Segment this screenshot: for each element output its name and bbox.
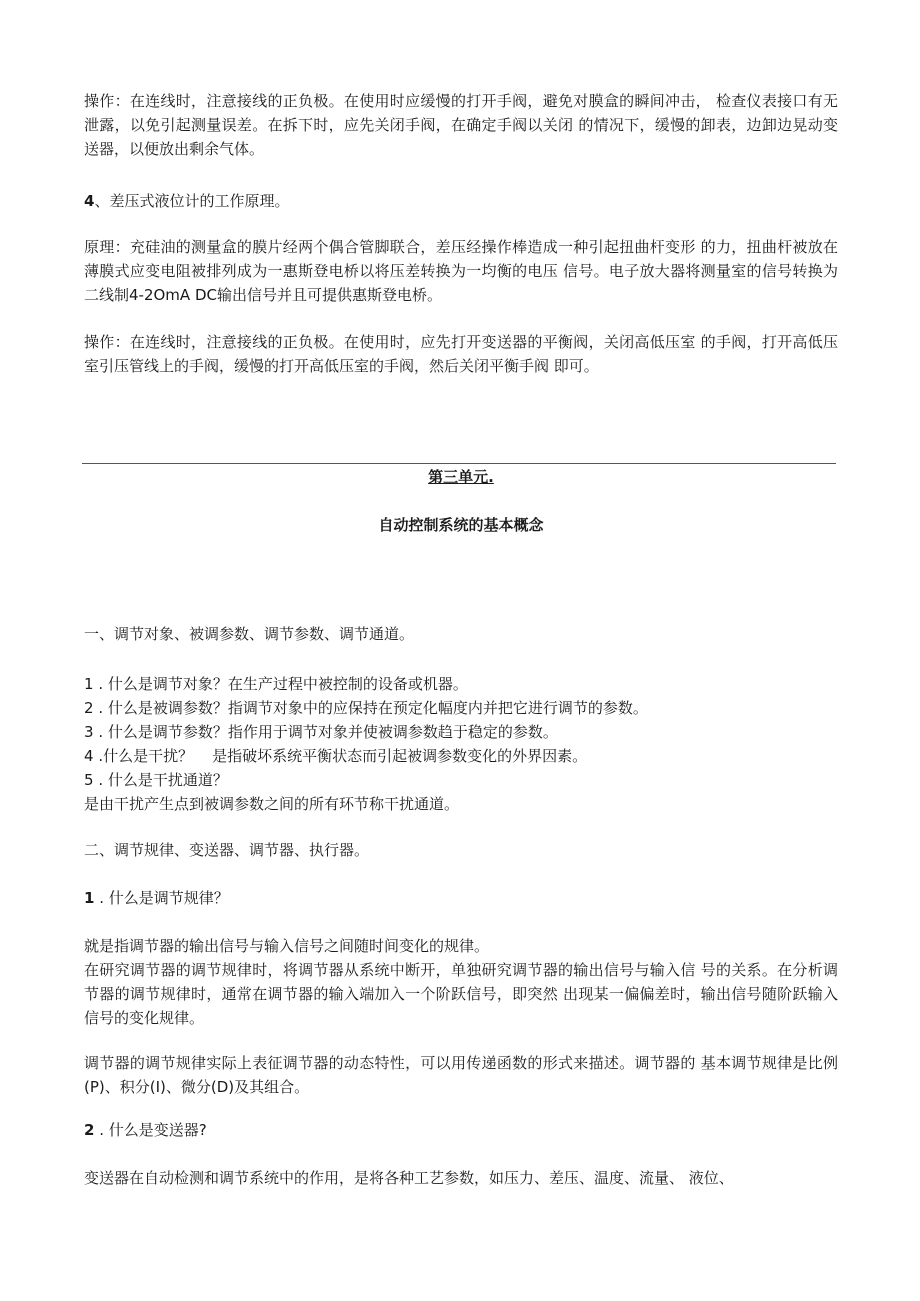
question-4-number: 4	[84, 192, 95, 210]
part2-heading: 二、调节规律、变送器、调节器、执行器。	[84, 841, 370, 859]
answer-1-paragraph-2: 调节器的调节规律实际上表征调节器的动态特性，可以用传递函数的形式来描述。调节器的 基本调节规律是比例(P)、积分(I)、微分(D)及其组合。	[84, 1054, 838, 1096]
list-item: 4 .什么是干扰？ 是指破坏系统平衡状态而引起被调参数变化的外界因素。	[84, 747, 588, 765]
operation-paragraph-1: 操作：在连线时，注意接线的正负极。在使用时应缓慢的打开手阀，避免对膜盒的瞬间冲击， 检查仪表接口有无泄露，以免引起测量误差。在拆下时，应先关闭手阀，在确定手阀以关闭 的情况下，缓慢的卸表，边卸边晃动变送器，以便放出剩余气体。	[84, 92, 838, 158]
answer-1-line: 就是指调节器的输出信号与输入信号之间随时间变化的规律。	[84, 937, 490, 955]
list-item: 3 . 什么是调节参数？指作用于调节对象并使被调参数趋于稳定的参数。	[84, 723, 558, 741]
unit-title: 第三单元.	[428, 468, 494, 486]
list-item: 1 . 什么是调节对象？在生产过程中被控制的设备或机器。	[84, 675, 468, 693]
list-item: 2 . 什么是被调参数？指调节对象中的应保持在预定化幅度内并把它进行调节的参数。	[84, 699, 648, 717]
answer-2-paragraph: 变送器在自动检测和调节系统中的作用，是将各种工艺参数，如压力、差压、温度、流量、 液位、	[84, 1169, 734, 1187]
question-4-heading	[84, 189, 838, 213]
question-1-text: . 什么是调节规律？	[94, 889, 229, 907]
principle-paragraph: 原理：充硅油的测量盒的膜片经两个偶合管脚联合，差压经操作棒造成一种引起扭曲杆变形 的力，扭曲杆被放在薄膜式应变电阻被排列成为一惠斯登电桥以将压差转换为一均衡的电压 信号。电子放大器将测量室的信号转换为二线制4-2OmA DC输出信号并且可提供惠斯登电桥。	[84, 238, 838, 304]
part1-list	[84, 672, 838, 816]
question-1-number: 1	[84, 889, 95, 907]
operation-paragraph-2: 操作：在连线时，注意接线的正负极。在使用时，应先打开变送器的平衡阀，关闭高低压室 的手阀，打开高低压室引压管线上的手阀，缓慢的打开高低压室的手阀，然后关闭平衡手阀 即可。	[84, 333, 838, 375]
section-divider	[82, 463, 836, 464]
answer-5: 是由干扰产生点到被调参数之间的所有环节称干扰通道。	[84, 795, 460, 813]
question-2-number: 2	[84, 1121, 95, 1139]
unit-subtitle: 自动控制系统的基本概念	[378, 516, 544, 534]
question-4-text: 、差压式液位计的工作原理。	[94, 192, 290, 210]
answer-1-block	[84, 934, 838, 1030]
part1-heading: 一、调节对象、被调参数、调节参数、调节通道。	[84, 625, 415, 643]
answer-1-paragraph: 在研究调节器的调节规律时，将调节器从系统中断开，单独研究调节器的输出信号与输入信 号的关系。在分析调节器的调节规律时，通常在调节器的输入端加入一个阶跃信号，即突然 出现某一偏偏差时，输出信号随阶跃输入信号的变化规律。	[84, 961, 838, 1027]
question-2-text: . 什么是变送器?	[94, 1121, 207, 1139]
question-1-heading	[84, 886, 838, 910]
question-2-heading	[84, 1118, 838, 1142]
list-item: 5 . 什么是干扰通道？	[84, 771, 228, 789]
